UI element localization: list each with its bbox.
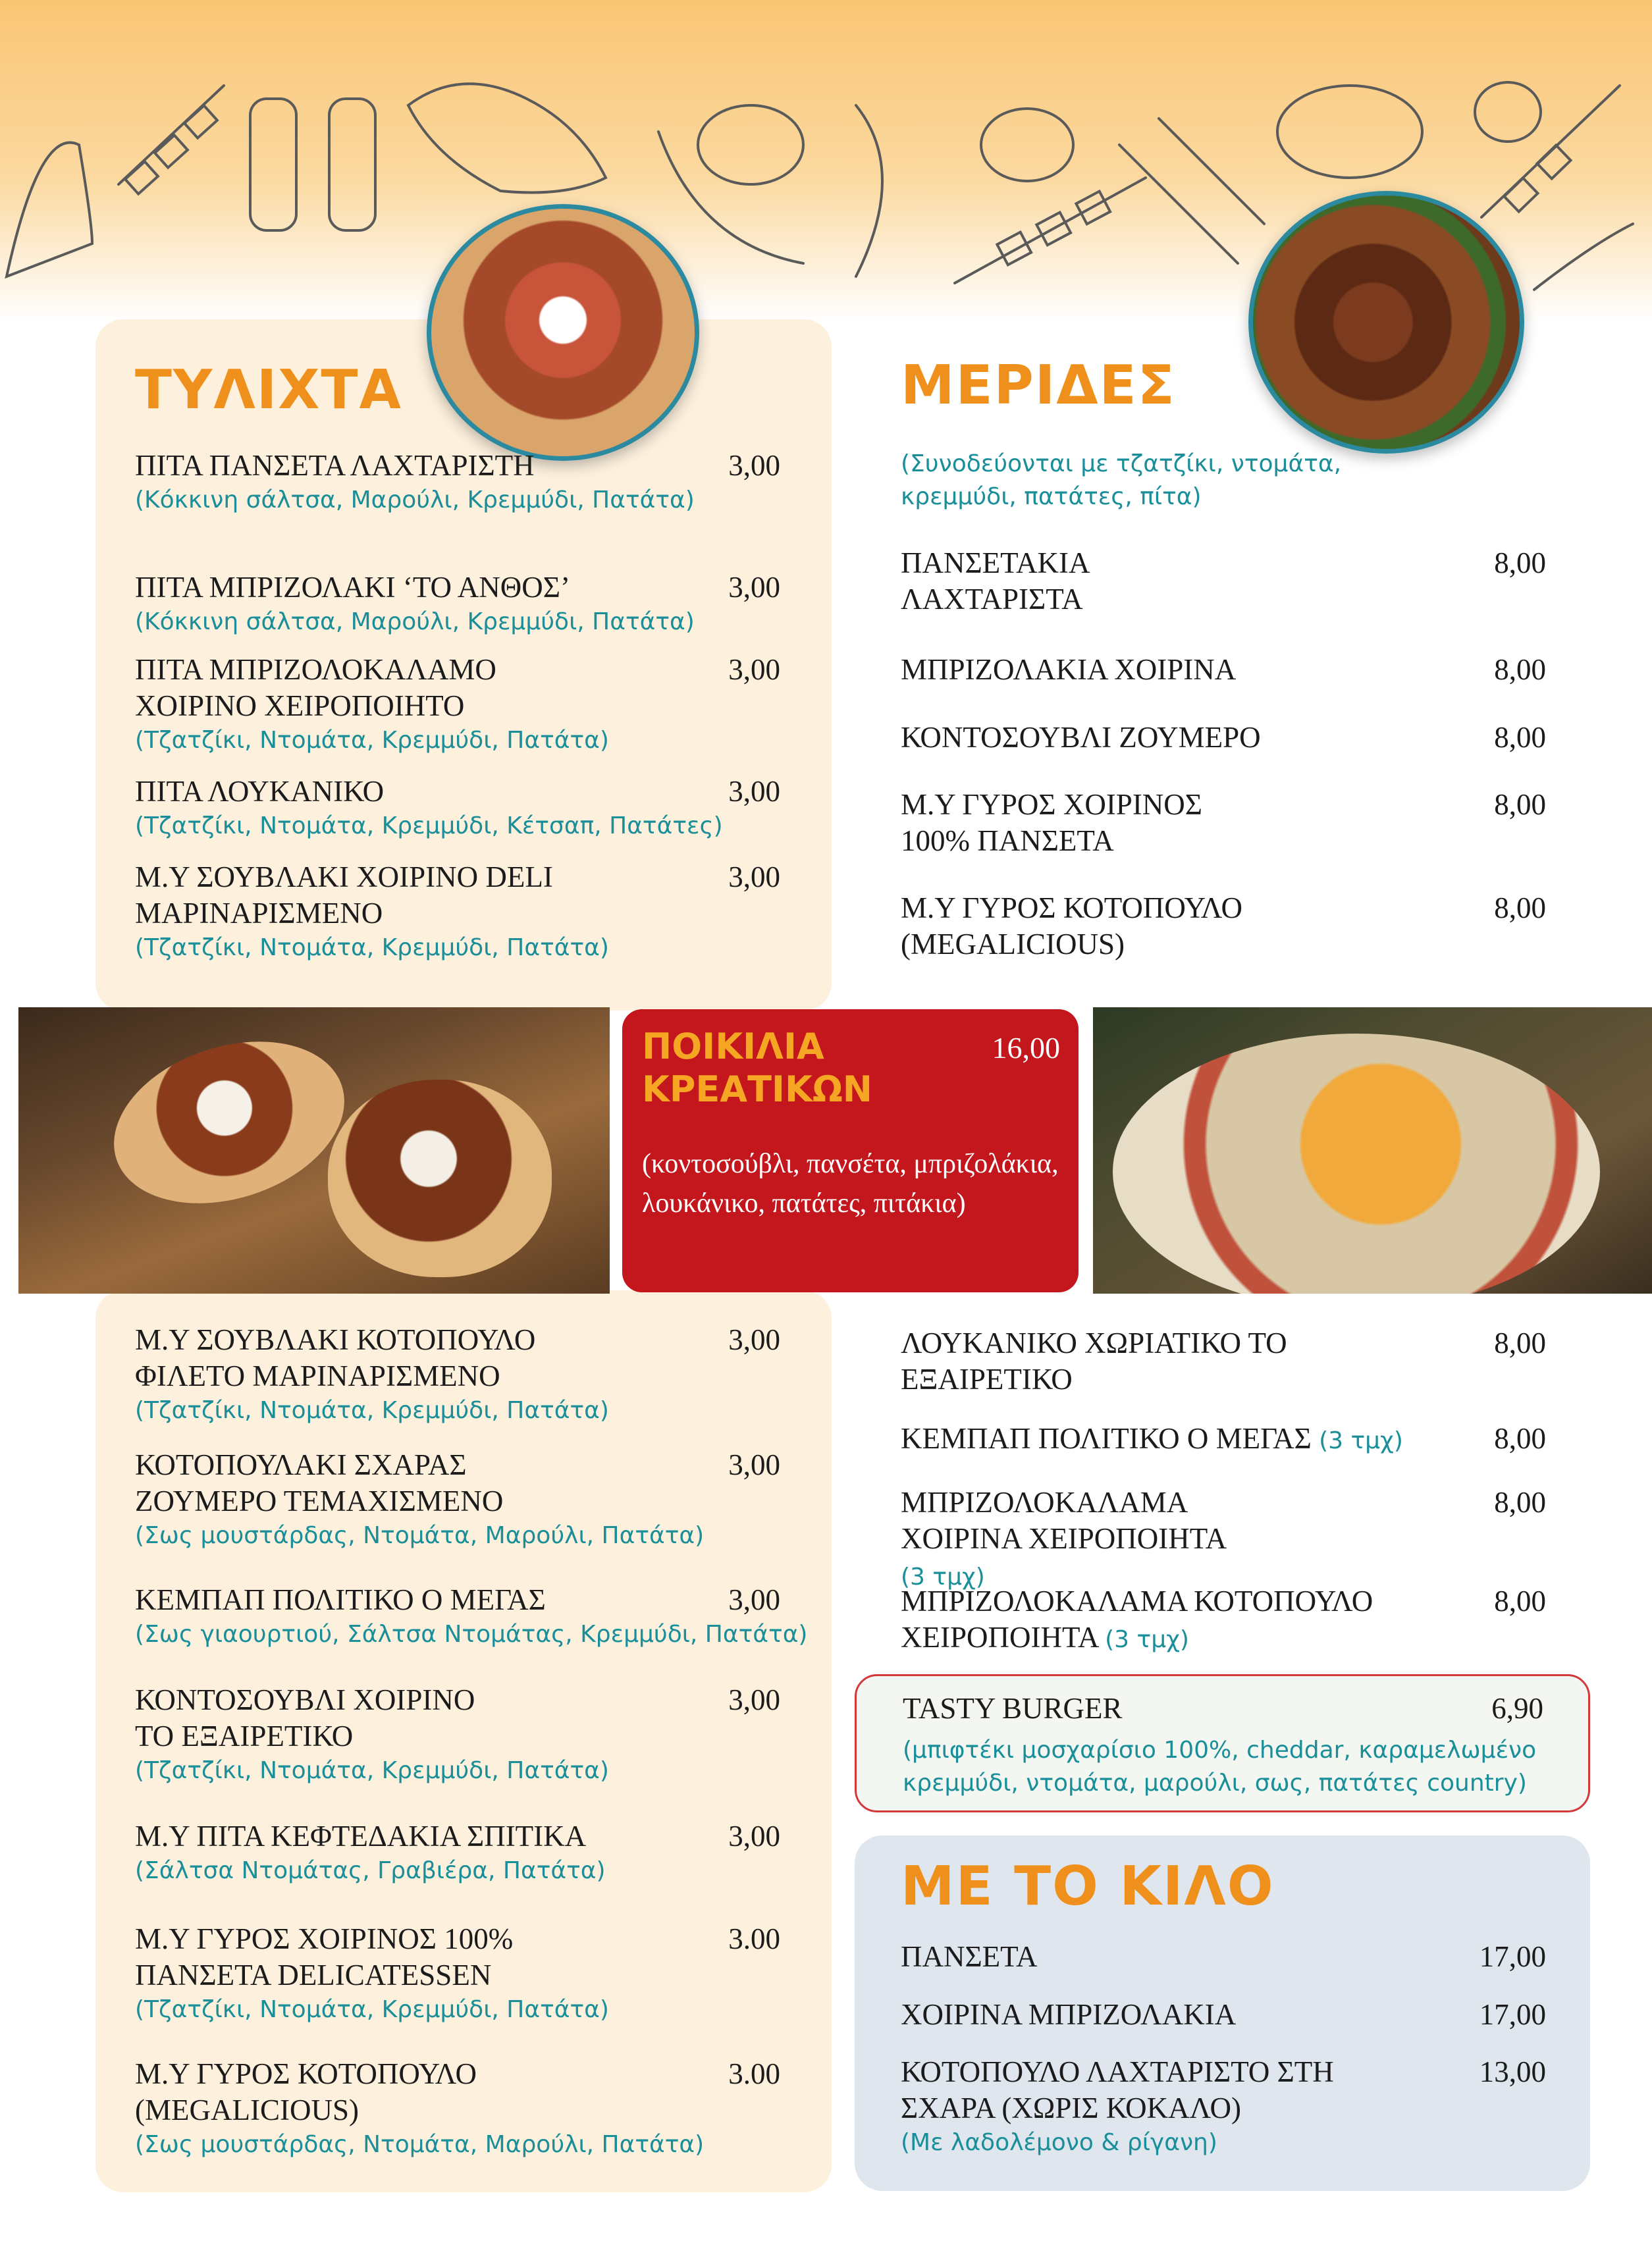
item-name: ΜΠΡΙΖΟΛΑΚΙΑ ΧΟΙΡΙΝΑ [901,653,1237,686]
item-description: (Τζατζίκι, Ντομάτα, Κρεμμύδι, Πατάτα) [135,1397,609,1424]
item-name: Μ.Υ ΓΥΡΟΣ ΚΟΤΟΠΟΥΛΟ (MEGALICIOUS) [135,2057,477,2126]
kilo-title: ΜΕ ΤΟ ΚΙΛΟ [901,1855,1275,1918]
item-price: 3,00 [728,860,780,893]
item-price: 8,00 [1494,1422,1546,1455]
menu-item [135,1447,780,1552]
item-description: (Με λαδολέμονο & ρίγανη) [901,2129,1217,2156]
menu-item [901,652,1546,688]
menu-item [135,652,780,757]
merides-title: ΜΕΡΙΔΕΣ [901,354,1176,417]
menu-item [135,569,780,639]
item-quantity: (3 τμχ) [1319,1427,1403,1454]
menu-item [135,448,780,517]
item-name: ΜΠΡΙΖΟΛΟΚΑΛΑΜΑ ΧΟΙΡΙΝΑ ΧΕΙΡΟΠΟΙΗΤΑ [901,1486,1225,1555]
item-name: ΜΠΡΙΖΟΛΟΚΑΛΑΜΑ ΚΟΤΟΠΟΥΛΟ ΧΕΙΡΟΠΟΙΗΤΑ [901,1585,1373,1654]
item-quantity: (3 τμχ) [901,1564,985,1591]
menu-item [135,1682,780,1787]
poikilia-box [622,1009,1079,1292]
menu-item [135,1322,780,1427]
menu-item [135,1582,808,1651]
menu-item [901,545,1546,618]
plate-shape [1113,1034,1600,1294]
menu-item [901,720,1546,756]
poikilia-title-line1: ΠΟΙΚΙΛΙΑ [642,1026,824,1067]
item-name: ΚΟΤΟΠΟΥΛΑΚΙ ΣΧΑΡΑΣ ΖΟΥΜΕΡΟ ΤΕΜΑΧΙΣΜΕΝΟ [135,1448,504,1517]
item-name: ΠΑΝΣΕΤΑΚΙΑ ΛΑΧΤΑΡΙΣΤΑ [901,546,1089,616]
item-description: (Κόκκινη σάλτσα, Μαρούλι, Κρεμμύδι, Πατάτα) [135,608,695,635]
item-name: Μ.Υ ΓΥΡΟΣ ΚΟΤΟΠΟΥΛΟ (MEGALICIOUS) [901,891,1243,961]
item-price: 3,00 [728,1583,780,1616]
item-name: Μ.Υ ΓΥΡΟΣ ΧΟΙΡΙΝΟΣ 100% ΠΑΝΣΕΤΑ DELICATESSEN [135,1922,514,1991]
item-description: (Σάλτσα Ντομάτας, Γραβιέρα, Πατάτα) [135,1857,606,1884]
burger-price: 6,90 [1491,1692,1543,1725]
item-price: 8,00 [1494,653,1546,686]
item-name: ΠΑΝΣΕΤΑ [901,1940,1038,1973]
menu-item [901,1997,1546,2033]
wrap-shape-right [328,1080,552,1277]
item-description: (Τζατζίκι, Ντομάτα, Κρεμμύδι, Πατάτα) [135,934,609,961]
item-description: (Τζατζίκι, Ντομάτα, Κρεμμύδι, Πατάτα) [135,1996,609,2023]
menu-item [901,1485,1546,1595]
menu-item [135,1921,780,2026]
item-price: 8,00 [1494,1327,1546,1359]
item-name: ΠΙΤΑ ΜΠΡΙΖΟΛΟΚΑΛΑΜΟ ΧΟΙΡΙΝΟ ΧΕΙΡΟΠΟΙΗΤΟ [135,653,496,722]
burger-description-line2: κρεμμύδι, ντομάτα, μαρούλι, σως, πατάτες country) [903,1770,1527,1797]
meat-photo-circle [1248,191,1524,454]
menu-item [901,890,1546,962]
item-name: ΚΟΤΟΠΟΥΛΟ ΛΑΧΤΑΡΙΣΤΟ ΣΤΗ ΣΧΑΡΑ (ΧΩΡΙΣ ΚΟΚΑΛΟ) [901,2055,1334,2124]
menu-item [135,1818,780,1887]
poikilia-title-line2: ΚΡΕΑΤΙΚΩΝ [642,1068,872,1110]
item-price: 3,00 [728,571,780,604]
menu-item [901,1939,1546,1975]
item-description: (Τζατζίκι, Ντομάτα, Κρεμμύδι, Πατάτα) [135,727,609,754]
menu-item [901,2054,1546,2159]
item-price: 3,00 [728,1683,780,1716]
pita-photo-circle [427,204,699,461]
menu-item [901,1421,1546,1459]
menu-item [901,787,1546,859]
item-name: Μ.Υ ΠΙΤΑ ΚΕΦΤΕΔΑΚΙΑ ΣΠΙΤΙΚΑ [135,1820,587,1853]
item-price: 3,00 [728,653,780,686]
burger-box [855,1674,1590,1812]
burger-name: TASTY BURGER [903,1692,1123,1725]
menu-item [135,2056,780,2161]
item-price: 8,00 [1494,721,1546,754]
item-name: ΚΕΜΠΑΠ ΠΟΛΙΤΙΚΟ Ο ΜΕΓΑΣ [135,1583,546,1616]
item-description: (Τζατζίκι, Ντομάτα, Κρεμμύδι, Πατάτα) [135,1757,609,1784]
item-description: (Τζατζίκι, Ντομάτα, Κρεμμύδι, Κέτσαπ, Πατάτες) [135,812,723,839]
item-price: 3.00 [728,1922,780,1955]
gyros-plate-photo [1093,1007,1652,1294]
tylixta-title: ΤΥΛΙΧΤΑ [135,359,402,421]
item-price: 3,00 [728,1820,780,1853]
merides-note: (Συνοδεύονται με τζατζίκι, ντομάτα, κρεμμύδι, πατάτες, πίτα) [901,450,1342,510]
item-price: 8,00 [1494,1585,1546,1618]
item-name: ΛΟΥΚΑΝΙΚΟ ΧΩΡΙΑΤΙΚΟ ΤΟ ΕΞΑΙΡΕΤΙΚΟ [901,1327,1287,1396]
item-price: 17,00 [1479,1940,1546,1973]
item-quantity: (3 τμχ) [1105,1626,1189,1653]
item-description: (Σως μουστάρδας, Ντομάτα, Μαρούλι, Πατάτα) [135,1522,705,1549]
item-name: ΚΕΜΠΑΠ ΠΟΛΙΤΙΚΟ Ο ΜΕΓΑΣ [901,1422,1312,1455]
poikilia-description: (κοντοσούβλι, πανσέτα, μπριζολάκια, λουκάνικο, πατάτες, πιτάκια) [642,1149,1059,1219]
item-price: 8,00 [1494,891,1546,924]
item-price: 3,00 [728,449,780,482]
item-description: (Κόκκινη σάλτσα, Μαρούλι, Κρεμμύδι, Πατάτα) [135,487,695,514]
item-name: Μ.Υ ΣΟΥΒΛΑΚΙ ΧΟΙΡΙΝΟ DELI ΜΑΡΙΝΑΡΙΣΜΕΝΟ [135,860,553,930]
menu-item [901,1325,1546,1398]
item-price: 3,00 [728,1448,780,1481]
burger-description-line1: (μπιφτέκι μοσχαρίσιο 100%, cheddar, καραμελωμένο [903,1737,1537,1764]
item-name: ΚΟΝΤΟΣΟΥΒΛΙ ΖΟΥΜΕΡΟ [901,721,1261,754]
item-name: ΠΙΤΑ ΠΑΝΣΕΤΑ ΛΑΧΤΑΡΙΣΤΗ [135,449,535,482]
item-name: Μ.Υ ΣΟΥΒΛΑΚΙ ΚΟΤΟΠΟΥΛΟ ΦΙΛΕΤΟ ΜΑΡΙΝΑΡΙΣΜΕΝΟ [135,1323,536,1392]
wrap-shape-left [93,1014,365,1231]
menu-item [135,774,780,843]
poikilia-price: 16,00 [992,1031,1060,1065]
item-price: 8,00 [1494,546,1546,579]
item-name: ΠΙΤΑ ΛΟΥΚΑΝΙΚΟ [135,775,385,808]
item-price: 3,00 [728,1323,780,1356]
item-price: 8,00 [1494,788,1546,821]
item-price: 8,00 [1494,1486,1546,1519]
item-price: 3.00 [728,2057,780,2090]
item-name: ΚΟΝΤΟΣΟΥΒΛΙ ΧΟΙΡΙΝΟ ΤΟ ΕΞΑΙΡΕΤΙΚΟ [135,1683,475,1753]
gyros-wrap-photo [18,1007,610,1294]
item-description: (Σως γιαουρτιού, Σάλτσα Ντομάτας, Κρεμμύδι, Πατάτα) [135,1621,808,1648]
item-name: Μ.Υ ΓΥΡΟΣ ΧΟΙΡΙΝΟΣ 100% ΠΑΝΣΕΤΑ [901,788,1202,857]
item-name: ΠΙΤΑ ΜΠΡΙΖΟΛΑΚΙ ‘ΤΟ ΑΝΘΟΣ’ [135,571,570,604]
item-price: 17,00 [1479,1998,1546,2031]
item-price: 13,00 [1479,2055,1546,2088]
item-price: 3,00 [728,775,780,808]
menu-item [135,859,780,964]
menu-item [901,1583,1546,1658]
item-description: (Σως μουστάρδας, Ντομάτα, Μαρούλι, Πατάτα) [135,2131,705,2158]
item-name: ΧΟΙΡΙΝΑ ΜΠΡΙΖΟΛΑΚΙΑ [901,1998,1237,2031]
